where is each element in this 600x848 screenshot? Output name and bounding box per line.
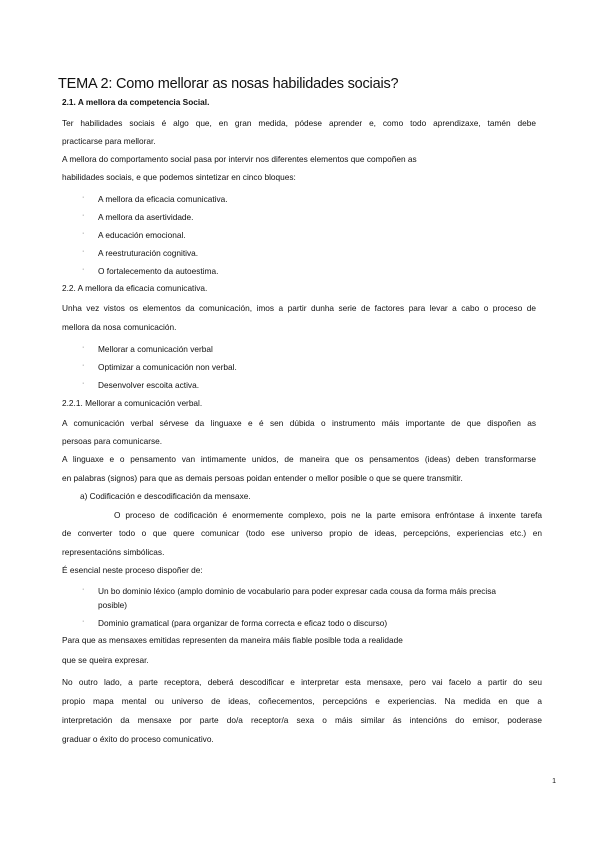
paragraph-line: mellora da nosa comunicación. — [62, 322, 177, 332]
paragraph-line: de converter todo o que quere comunicar (todo ese universo propio de ideas, percepcións, experiencias etc.) en — [62, 528, 542, 538]
list-item: A reestruturación cognitiva. — [98, 248, 199, 258]
paragraph-line: propio mapa mental ou universo de ideas, coñecementos, percepcións e experiencias. Na medida en que a — [62, 696, 542, 706]
bullet-icon: · — [82, 362, 85, 369]
section-heading-2-2: 2.2. A mellora da eficacia comunicativa. — [62, 283, 208, 293]
list-item: Un bo dominio léxico (amplo dominio de vocabulario para poder expresar cada cousa da forma máis precisa — [98, 586, 496, 596]
list-item: A mellora da asertividade. — [98, 212, 194, 222]
list-item: O fortalecemento da autoestima. — [98, 266, 219, 276]
paragraph-line: que se queira expresar. — [62, 655, 149, 665]
paragraph-line: en palabras (signos) para que as demais persoas poidan entender o mellor posible o que se quere transmitir. — [62, 473, 463, 483]
bullet-icon: · — [82, 266, 85, 273]
section-heading-2-2-1: 2.2.1. Mellorar a comunicación verbal. — [62, 398, 203, 408]
paragraph-line: Para que as mensaxes emitidas representen da maneira máis fiable posible toda a realidade — [62, 635, 403, 645]
page-number: 1 — [552, 778, 556, 785]
list-item: Mellorar a comunicación verbal — [98, 344, 213, 354]
bullet-icon: · — [82, 194, 85, 201]
list-item: Optimizar a comunicación non verbal. — [98, 362, 237, 372]
bullet-icon: · — [82, 212, 85, 219]
paragraph-line: A comunicación verbal sérvese da linguaxe e é sen dúbida o instrumento máis importante de que dispoñen as — [62, 418, 536, 428]
list-item: A educación emocional. — [98, 230, 186, 240]
section-heading-2-1: 2.1. A mellora da competencia Social. — [62, 97, 210, 107]
paragraph-line: É esencial neste proceso dispoñer de: — [62, 565, 203, 575]
list-item: A mellora da eficacia comunicativa. — [98, 194, 228, 204]
paragraph-line: No outro lado, a parte receptora, deberá descodificar e interpretar esta mensaxe, pero vai facelo a partir do seu — [62, 677, 542, 687]
bullet-icon: · — [82, 230, 85, 237]
paragraph-line: graduar o éxito do proceso comunicativo. — [62, 734, 214, 744]
bullet-icon: · — [82, 618, 85, 625]
paragraph-line: A linguaxe e o pensamento van intimamente unidos, de maneira que os pensamentos (ideas) deben transformarse — [62, 454, 536, 464]
bullet-icon: · — [82, 248, 85, 255]
list-item: Dominio gramatical (para organizar de forma correcta e eficaz todo o discurso) — [98, 618, 388, 628]
paragraph-line: Unha vez vistos os elementos da comunicación, imos a partir dunha serie de factores para levar a cabo o proceso de — [62, 303, 536, 313]
list-item-continuation: posible) — [98, 600, 128, 610]
paragraph-line: habilidades sociais, e que podemos sintetizar en cinco bloques: — [62, 172, 296, 182]
bullet-icon: · — [82, 344, 85, 351]
paragraph-line: O proceso de codificación é enormemente complexo, pois ne la parte emisora enfróntase á inxente tarefa — [114, 510, 542, 520]
subsection-heading-a: a) Codificación e descodificación da mensaxe. — [80, 491, 251, 501]
paragraph-line: representacións simbólicas. — [62, 547, 165, 557]
bullet-icon: · — [82, 380, 85, 387]
list-item: Desenvolver escoita activa. — [98, 380, 199, 390]
bullet-icon: · — [82, 586, 85, 593]
paragraph-line: persoas para comunicarse. — [62, 436, 163, 446]
paragraph-line: A mellora do comportamento social pasa por intervir nos diferentes elementos que compoñen as — [62, 154, 417, 164]
paragraph-line: interpretación da mensaxe por parte do/a receptor/a sexa o máis similar ás intencións do emisor, poderase — [62, 715, 542, 725]
paragraph-line: Ter habilidades sociais é algo que, en gran medida, pódese aprender e, como todo aprendizaxe, tamén debe — [62, 118, 536, 128]
page-title: TEMA 2: Como mellorar as nosas habilidades sociais? — [58, 76, 399, 92]
paragraph-line: practicarse para mellorar. — [62, 136, 156, 146]
